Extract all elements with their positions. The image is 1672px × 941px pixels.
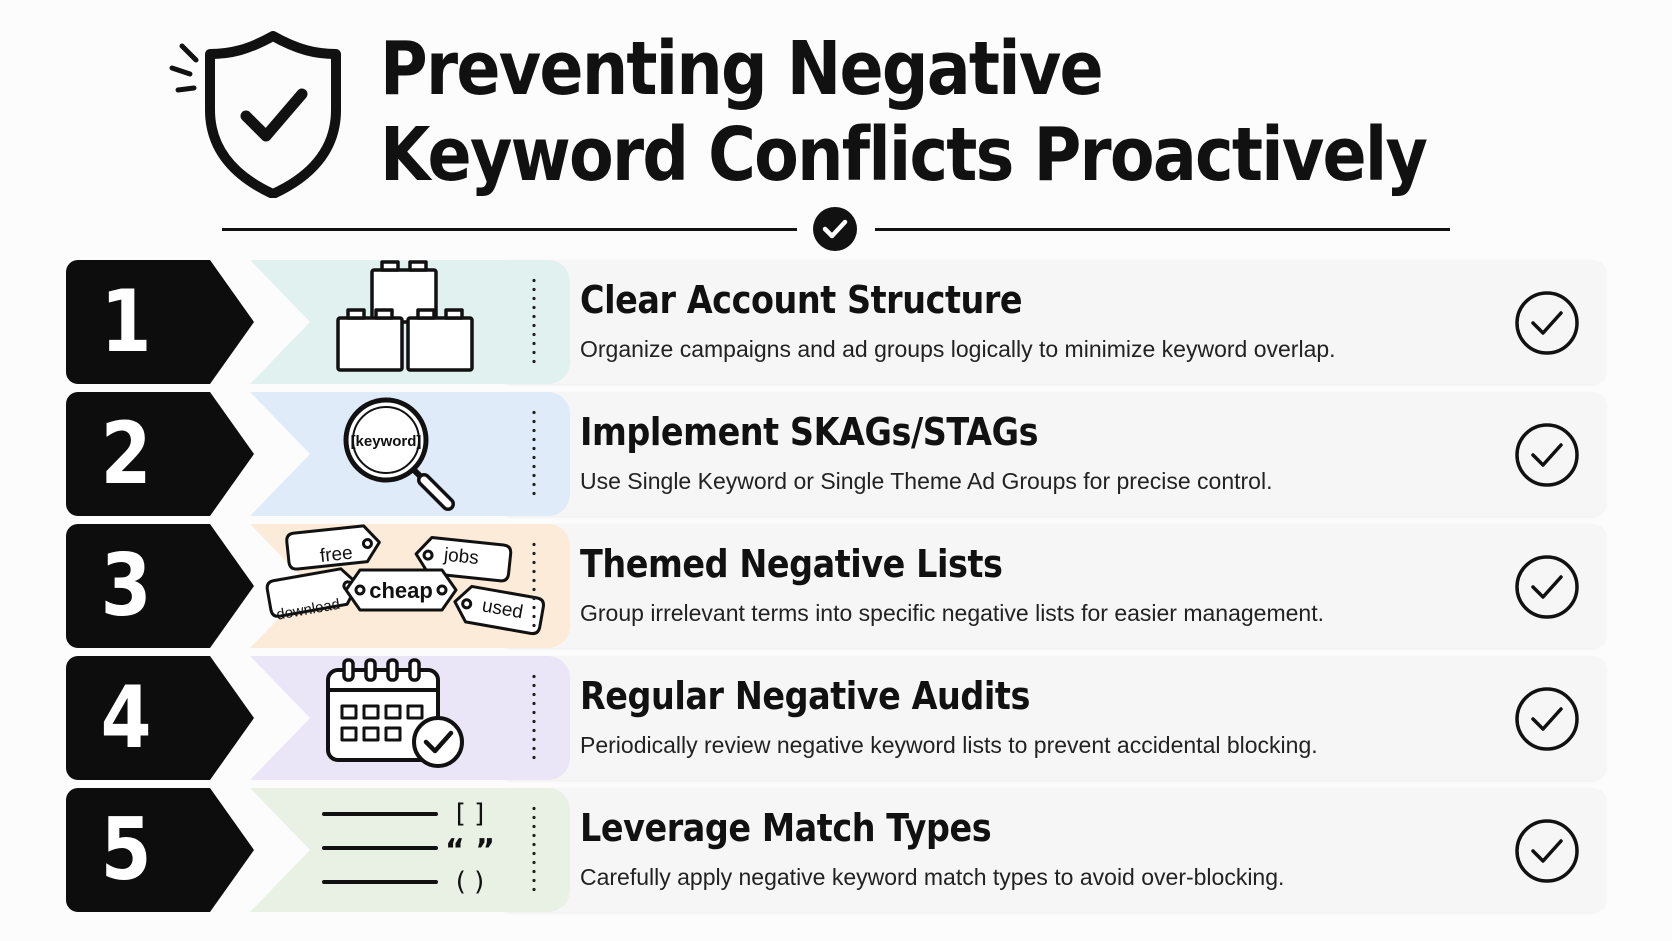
check-circle-icon bbox=[1514, 686, 1580, 752]
step-number: 5 bbox=[100, 800, 152, 900]
step-title: Implement SKAGs/STAGs bbox=[580, 410, 1039, 454]
dotted-separator bbox=[532, 804, 536, 896]
tag-cheap: cheap bbox=[369, 578, 433, 603]
divider-line-right bbox=[875, 228, 1450, 231]
dotted-separator bbox=[532, 672, 536, 764]
step-row-4 bbox=[66, 656, 1606, 780]
page-title bbox=[380, 26, 1426, 198]
step-title: Clear Account Structure bbox=[580, 278, 1023, 322]
badge-arrow bbox=[194, 260, 262, 384]
badge-arrow bbox=[194, 656, 262, 780]
step-number-badge bbox=[66, 260, 198, 384]
step-description: Carefully apply negative keyword match types to avoid over-blocking. bbox=[580, 864, 1285, 890]
match-types-icon bbox=[258, 788, 570, 912]
step-row-5 bbox=[66, 788, 1606, 912]
title-line-1: Preventing Negative bbox=[380, 26, 1102, 112]
step-title: Leverage Match Types bbox=[580, 806, 992, 850]
broad-match-symbol: ( ) bbox=[455, 867, 485, 897]
title-line-2: Keyword Conflicts Proactively bbox=[380, 112, 1427, 198]
step-number-badge bbox=[66, 392, 198, 516]
tag-download: download bbox=[275, 595, 342, 624]
step-title: Themed Negative Lists bbox=[580, 542, 1003, 586]
calendar-check-icon bbox=[258, 656, 570, 780]
step-number: 1 bbox=[100, 272, 152, 372]
magnifier-keyword-icon bbox=[258, 392, 570, 516]
step-row-3 bbox=[66, 524, 1606, 648]
step-number: 2 bbox=[100, 404, 152, 504]
header bbox=[0, 0, 1672, 250]
step-number: 3 bbox=[100, 536, 152, 636]
phrase-match-symbol: “ ” bbox=[445, 833, 495, 868]
step-number-badge bbox=[66, 788, 198, 912]
badge-arrow bbox=[194, 392, 262, 516]
shield-check-icon bbox=[168, 28, 348, 198]
tags-icon bbox=[258, 524, 570, 648]
dotted-separator bbox=[532, 540, 536, 632]
check-circle-icon bbox=[1514, 818, 1580, 884]
divider-line-left bbox=[222, 228, 797, 231]
dotted-separator bbox=[532, 276, 536, 368]
dotted-separator bbox=[532, 408, 536, 500]
step-description: Periodically review negative keyword lists to prevent accidental blocking. bbox=[580, 732, 1318, 758]
step-number: 4 bbox=[100, 668, 152, 768]
tag-free: free bbox=[318, 542, 354, 567]
step-description: Organize campaigns and ad groups logically to minimize keyword overlap. bbox=[580, 336, 1336, 362]
step-title: Regular Negative Audits bbox=[580, 674, 1030, 718]
check-circle-icon bbox=[1514, 290, 1580, 356]
magnifier-label: [keyword] bbox=[350, 433, 422, 450]
exact-match-symbol: [ ] bbox=[455, 799, 485, 829]
step-description: Use Single Keyword or Single Theme Ad Groups for precise control. bbox=[580, 468, 1273, 494]
step-number-badge bbox=[66, 524, 198, 648]
step-number-badge bbox=[66, 656, 198, 780]
tag-jobs: jobs bbox=[442, 544, 480, 570]
tag-used: used bbox=[480, 595, 525, 624]
step-row-1 bbox=[66, 260, 1606, 384]
check-circle-icon bbox=[1514, 554, 1580, 620]
step-description: Group irrelevant terms into specific negative lists for easier management. bbox=[580, 600, 1324, 626]
badge-arrow bbox=[194, 524, 262, 648]
check-circle-icon bbox=[1514, 422, 1580, 488]
badge-arrow bbox=[194, 788, 262, 912]
check-circle-filled-icon bbox=[812, 206, 858, 252]
step-row-2 bbox=[66, 392, 1606, 516]
stacked-blocks-icon bbox=[258, 260, 570, 384]
